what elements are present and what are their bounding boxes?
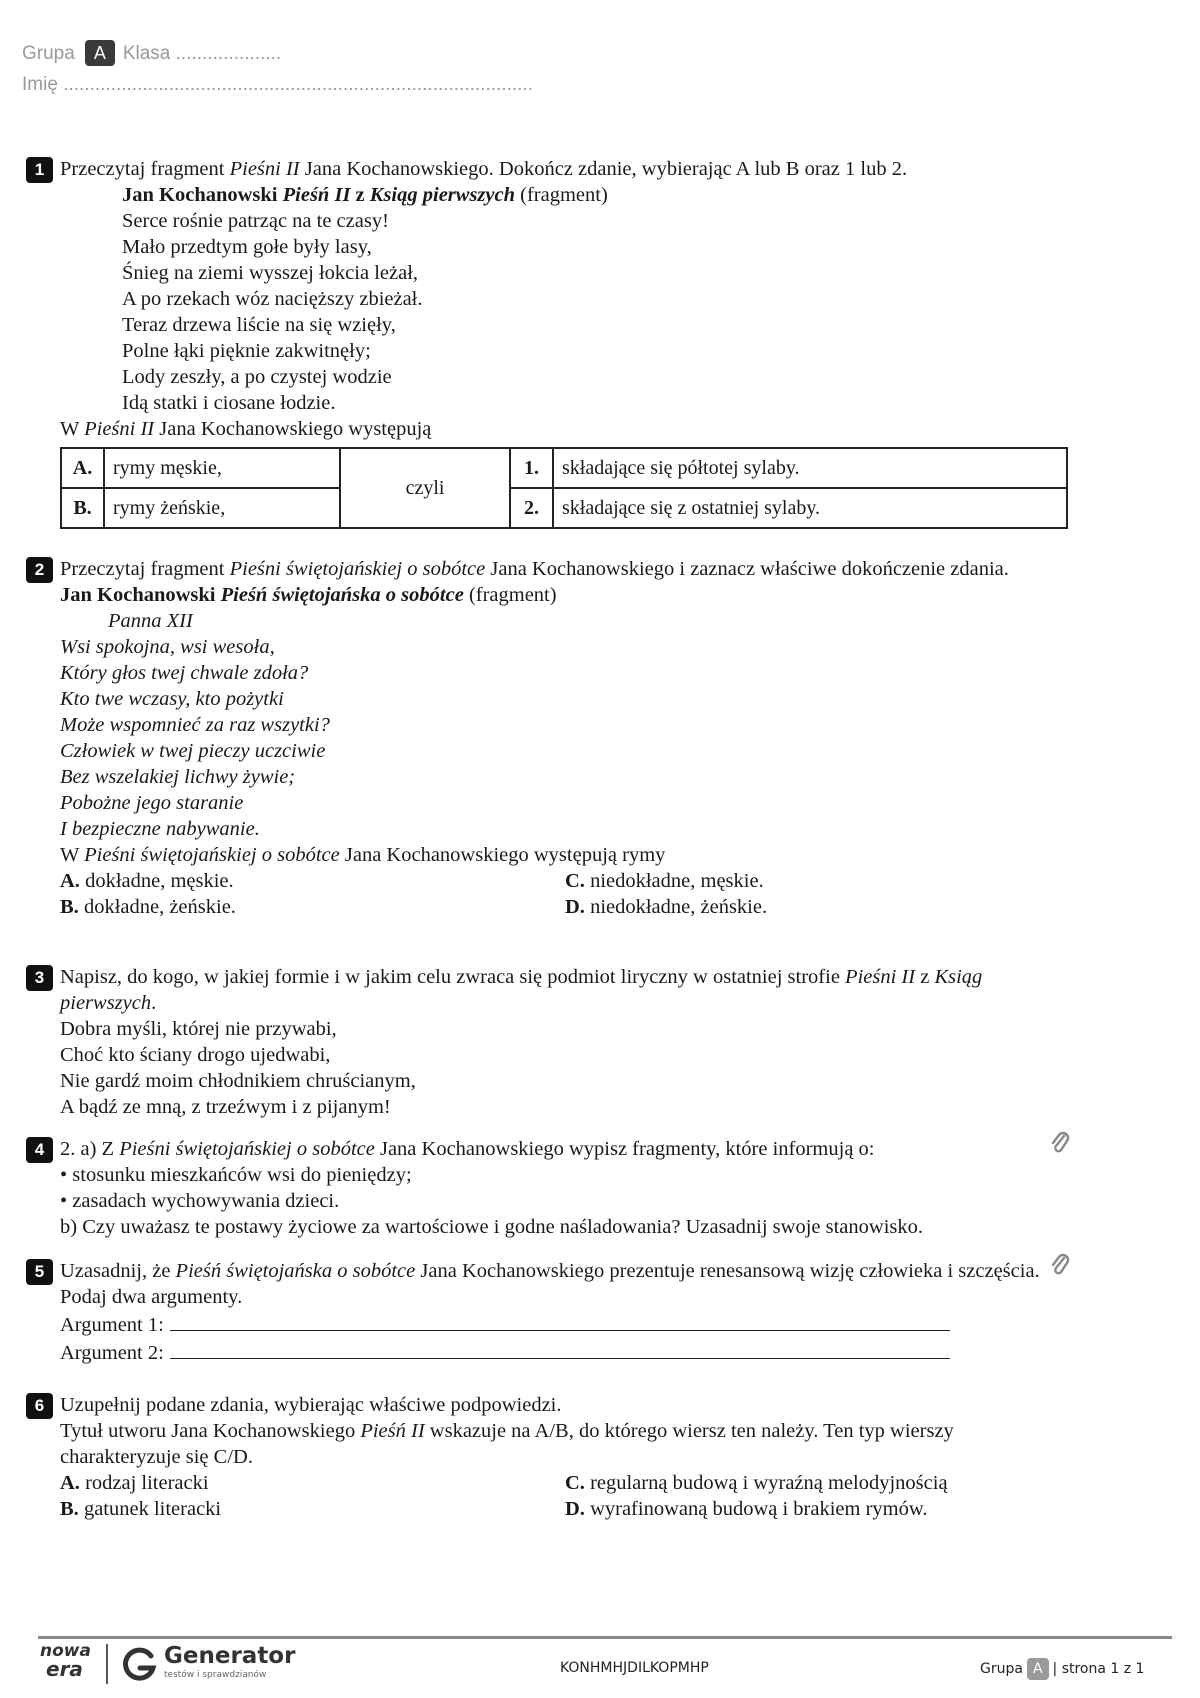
generator-logo: Generator testów i sprawdzianów [164, 1643, 296, 1680]
options-row [60, 1496, 1070, 1522]
poem-line: Lody zeszły, a po czystej wodzie [122, 366, 392, 388]
poem-subtitle: Panna XII [108, 610, 193, 632]
option-text[interactable]: rymy męskie, [104, 448, 340, 488]
poem-line: I bezpieczne nabywanie. [60, 818, 260, 840]
poem-line: Teraz drzewa liście na się wzięły, [122, 314, 396, 336]
answer-table [60, 447, 1068, 529]
poem-line: Który głos twej chwale zdoła? [60, 662, 309, 684]
poem-line: Śnieg na ziemi wysszej łokcia leżał, [122, 262, 419, 284]
poem-line: Nie gardź moim chłodnikiem chruścianym, [60, 1070, 416, 1092]
footer-page-info: Grupa A | strona 1 z 1 [980, 1658, 1144, 1680]
option-c[interactable]: C. niedokładne, męskie. [565, 870, 764, 892]
option-d[interactable]: D. wyrafinowaną budową i brakiem rymów. [565, 1498, 928, 1520]
task-4 [34, 1136, 1070, 1240]
nowa-era-logo: nowa era [40, 1641, 91, 1681]
task-3 [34, 964, 1070, 1120]
option-c[interactable]: C. regularną budową i wyraźną melodyjnością [565, 1472, 948, 1494]
question-stem: W Pieśni świętojańskiej o sobótce Jana Kochanowskiego występują rymy [60, 844, 666, 866]
task-sentence: Tytuł utworu Jana Kochanowskiego Pieśń II wskazuje na A/B, do którego wiersz ten należy. Ten typ wierszy charakteryzuje się C/D. [60, 1420, 954, 1468]
task-instruction: Napisz, do kogo, w jakiej formie i w jakim celu zwraca się podmiot liryczny w ostatniej strofie Pieśni II z Ksiąg pierwszych. [60, 966, 983, 1014]
option-text[interactable]: rymy żeńskie, [104, 488, 340, 528]
argument-2-row: Argument 2: [60, 1338, 1070, 1366]
poem-line: Mało przedtym gołe były lasy, [122, 236, 372, 258]
bullet-item: • stosunku mieszkańców wsi do pieniędzy; [60, 1164, 412, 1186]
poem-line: Wsi spokojna, wsi wesoła, [60, 636, 275, 658]
poem-title: Jan Kochanowski Pieśń świętojańska o sobótce (fragment) [60, 584, 557, 606]
task-6 [34, 1392, 1070, 1522]
option-b[interactable]: B. dokładne, żeńskie. [60, 896, 236, 918]
option-text[interactable]: składające się z ostatniej sylaby. [553, 488, 1067, 528]
task-instruction: Uzupełnij podane zdania, wybierając właściwe podpowiedzi. [60, 1394, 562, 1416]
poem-title: Jan Kochanowski Pieśń II z Ksiąg pierwszych (fragment) [122, 184, 608, 206]
task-instruction: Przeczytaj fragment Pieśni II Jana Kochanowskiego. Dokończ zdanie, wybierając A lub B oraz 1 lub 2. [60, 158, 908, 180]
poem-line: Choć kto ściany drogo ujedwabi, [60, 1044, 331, 1066]
connector-text: czyli [340, 448, 510, 528]
poem-line: Idą statki i ciosane łodzie. [122, 392, 336, 414]
header-class-line [22, 40, 281, 66]
class-field: Klasa .................... [122, 43, 282, 64]
option-a[interactable]: A. rodzaj literacki [60, 1472, 209, 1494]
argument-1-field[interactable] [170, 1310, 950, 1331]
group-badge: A [85, 40, 115, 66]
poem-line: Może wspomnieć za raz wszytki? [60, 714, 330, 736]
option-a[interactable]: A. dokładne, męskie. [60, 870, 234, 892]
poem-line: Kto twe wczasy, kto pożytki [60, 688, 284, 710]
paperclip-icon[interactable] [1050, 1252, 1070, 1285]
poem-line: Bez wszelakiej lichwy żywie; [60, 766, 296, 788]
task-number: 1 [26, 157, 53, 183]
task-number: 5 [26, 1259, 53, 1285]
paperclip-icon[interactable] [1050, 1130, 1070, 1163]
task-question: b) Czy uważasz te postawy życiowe za wartościowe i godne naśladowania? Uzasadnij swoje stanowisko. [60, 1216, 924, 1238]
option-key[interactable]: A. [61, 448, 104, 488]
poem-line: Polne łąki pięknie zakwitnęły; [122, 340, 371, 362]
footer-group-badge: A [1027, 1658, 1049, 1680]
task-2 [34, 556, 1070, 920]
options-row [60, 894, 1070, 920]
task-number: 4 [26, 1137, 53, 1163]
poem-line: Pobożne jego staranie [60, 792, 244, 814]
poem-line: Człowiek w twej pieczy uczciwie [60, 740, 326, 762]
option-key[interactable]: B. [61, 488, 104, 528]
task-number: 3 [26, 965, 53, 991]
poem-line: Dobra myśli, której nie przywabi, [60, 1018, 337, 1040]
poem-line: A bądź ze mną, z trzeźwym i z pijanym! [60, 1096, 391, 1118]
poem-line: A po rzekach wóz nacięższy zbieżał. [122, 288, 423, 310]
options-row [60, 868, 1070, 894]
generator-icon [120, 1646, 158, 1689]
option-key[interactable]: 1. [510, 448, 553, 488]
task-5 [34, 1258, 1070, 1366]
document-code: KONHMHJDILKOPMHP [560, 1660, 709, 1676]
task-instruction: Uzasadnij, że Pieśń świętojańska o sobótce Jana Kochanowskiego prezentuje renesansową wizję człowieka i szczęścia. Podaj dwa argumenty. [60, 1260, 1040, 1308]
option-text[interactable]: składające się półtotej sylaby. [553, 448, 1067, 488]
argument-1-row: Argument 1: [60, 1310, 1070, 1338]
task-1 [34, 156, 1070, 529]
argument-2-field[interactable] [170, 1338, 950, 1359]
poem-line: Serce rośnie patrząc na te czasy! [122, 210, 389, 232]
task-number: 6 [26, 1393, 53, 1419]
options-row [60, 1470, 1070, 1496]
task-instruction: Przeczytaj fragment Pieśni świętojańskiej o sobótce Jana Kochanowskiego i zaznacz właściwe dokończenie zdania. [60, 558, 1009, 580]
task-instruction: 2. a) Z Pieśni świętojańskiej o sobótce Jana Kochanowskiego wypisz fragmenty, które informują o: [60, 1138, 875, 1160]
footer-divider [38, 1636, 1172, 1639]
name-field: Imię ......................................................................................... [22, 74, 533, 95]
question-stem: W Pieśni II Jana Kochanowskiego występują [60, 418, 432, 440]
option-key[interactable]: 2. [510, 488, 553, 528]
group-label: Grupa [22, 43, 75, 64]
task-number: 2 [26, 557, 53, 583]
logo-separator [106, 1644, 108, 1684]
option-b[interactable]: B. gatunek literacki [60, 1498, 222, 1520]
option-d[interactable]: D. niedokładne, żeńskie. [565, 896, 768, 918]
bullet-item: • zasadach wychowywania dzieci. [60, 1190, 340, 1212]
